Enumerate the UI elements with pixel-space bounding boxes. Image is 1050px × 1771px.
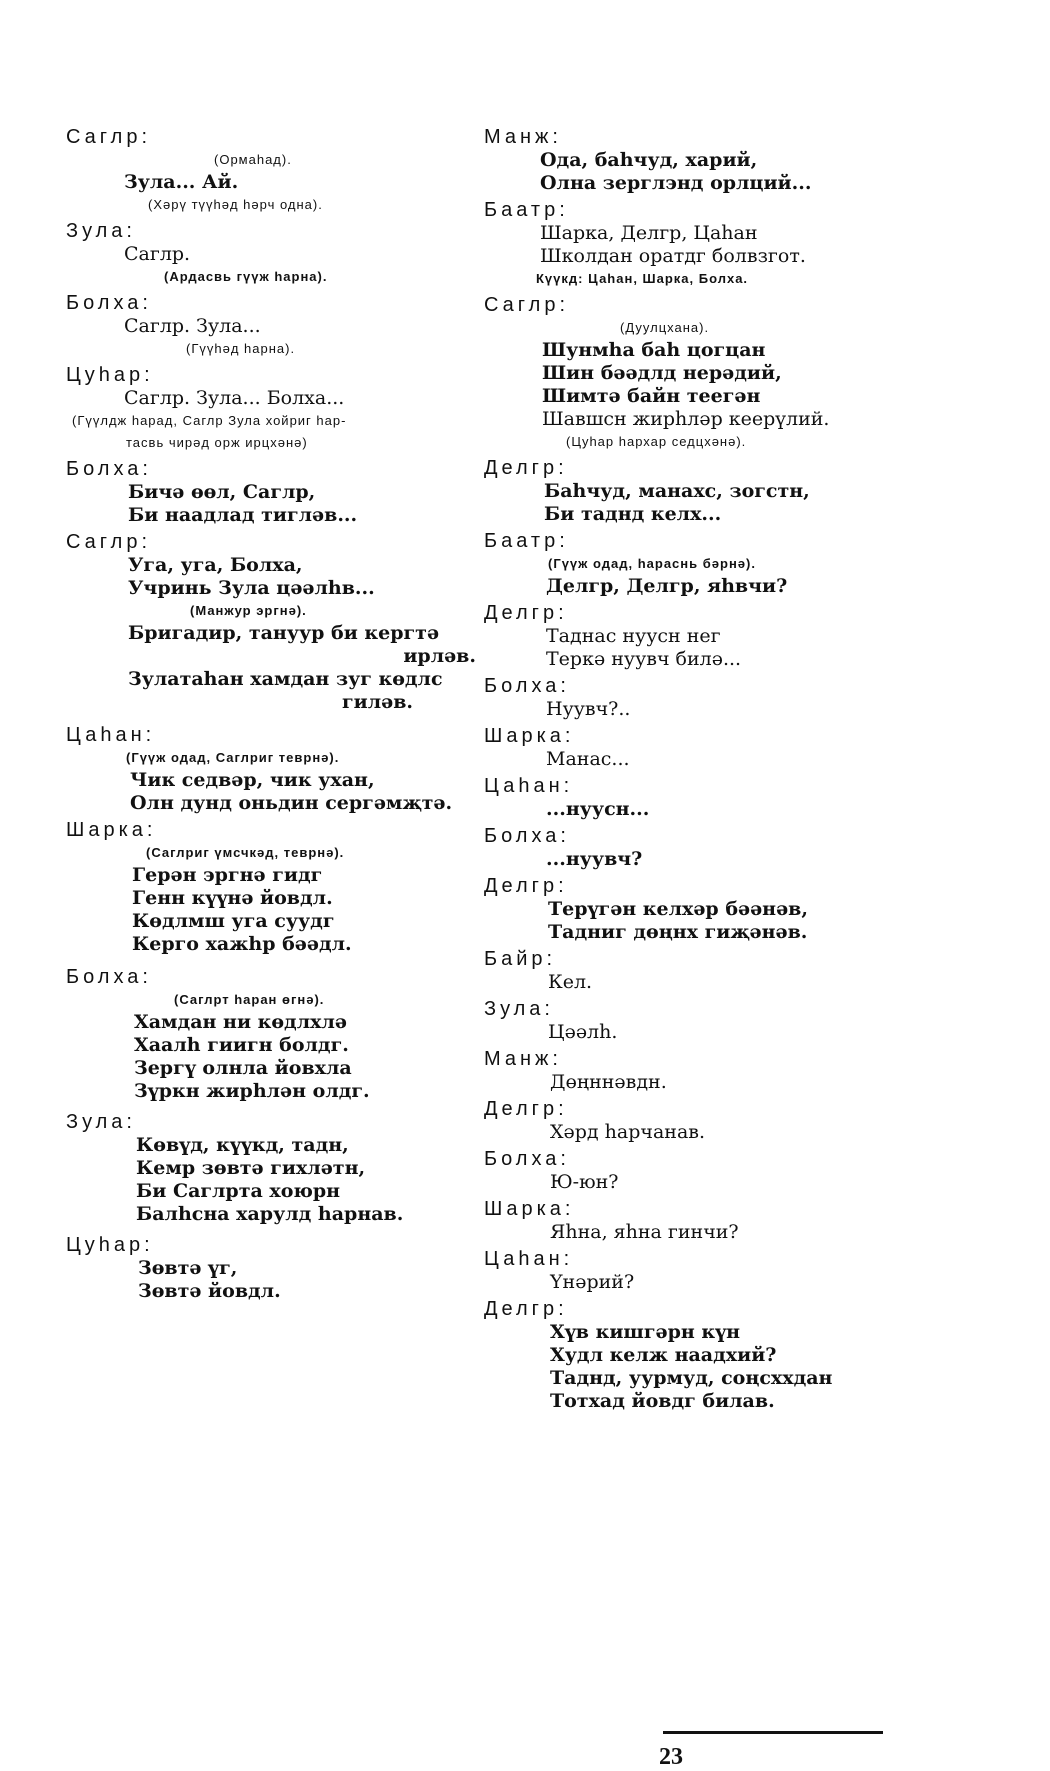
stage-direction: (Хәрү түүһәд һәрч одна).	[148, 197, 323, 212]
speaker-name: Делгр:	[484, 457, 568, 479]
speaker-name: Шарка:	[484, 725, 575, 747]
verse-line: Нуувч?..	[546, 698, 631, 720]
speaker-name: Болха:	[484, 1148, 570, 1170]
speaker-name: Манж:	[484, 1048, 562, 1070]
verse-line: Таднд, уурмуд, соңсххдан	[550, 1367, 833, 1389]
right-column	[484, 126, 904, 1413]
verse-line: Ю-юн?	[550, 1171, 619, 1193]
stage-direction: Күүкд: Цаһан, Шарка, Болха.	[536, 271, 749, 286]
speaker-name: Саглр:	[66, 531, 151, 553]
verse-line: Олна зерглэнд орлций...	[540, 172, 812, 194]
speaker-name: Делгр:	[484, 1298, 568, 1320]
speaker-name: Цуһар:	[66, 364, 154, 386]
verse-line: Хүв кишгәрн күн	[550, 1321, 741, 1343]
verse-line: Кемр зөвтә гихләтн,	[136, 1157, 366, 1179]
verse-line: Яһна, яһна гинчи?	[550, 1221, 739, 1243]
verse-line: Саглр.	[124, 243, 191, 265]
stage-direction: (Гүүж одад, Саглриг теврнә).	[126, 750, 340, 765]
stage-direction: тасвь чирәд орж ирцхәнә)	[126, 435, 308, 450]
stage-direction: (Гүүлдж һарад, Саглр Зула хойриг һар-	[72, 413, 347, 428]
left-column	[66, 126, 476, 1303]
verse-line: ...нуувч?	[546, 848, 643, 870]
stage-direction: (Дуулцхана).	[620, 320, 710, 335]
verse-line: Хамдан ни көдлхлә	[134, 1011, 347, 1033]
footer-rule	[663, 1731, 883, 1734]
speaker-name: Делгр:	[484, 1098, 568, 1120]
speaker-name: Баатр:	[484, 530, 569, 552]
speaker-name: Болха:	[484, 675, 570, 697]
verse-line: Тадниг дөңнх гиҗәнәв.	[548, 921, 808, 943]
stage-direction: (Саглриг үмсчкәд, теврнә).	[146, 845, 345, 860]
stage-direction: (Саглрт һаран өгнә).	[174, 992, 325, 1007]
verse-line: Балһсна харулд һарнав.	[136, 1203, 404, 1225]
speaker-name: Шарка:	[484, 1198, 575, 1220]
verse-line: Шунмһа баһ цогцан	[542, 339, 766, 361]
verse-line: Худл келж наадхий?	[550, 1344, 777, 1366]
speaker-name: Зула:	[66, 1111, 136, 1133]
verse-line: Би наадлад тигләв...	[128, 504, 358, 526]
speaker-name: Цаһан:	[484, 775, 574, 797]
speaker-name: Болха:	[66, 292, 152, 314]
verse-line: Уга, уга, Болха,	[128, 554, 303, 576]
verse-line: Зергү олнла йовхла	[134, 1057, 352, 1079]
verse-line: Шавшсн жирһләр кеерүлий.	[542, 408, 830, 430]
verse-line: Бригадир, тануур би кергтә	[128, 622, 440, 644]
verse-line: Учринь Зула цәәлһв...	[128, 577, 375, 599]
verse-line: Би Саглрта хоюрн	[136, 1180, 341, 1202]
speaker-name: Цуһар:	[66, 1234, 154, 1256]
speaker-name: Саглр:	[484, 294, 569, 316]
verse-line: Герән эргнә гидг	[132, 864, 323, 886]
verse-line: Тотхад йовдг билав.	[550, 1390, 775, 1412]
speaker-name: Зула:	[66, 220, 136, 242]
verse-line: Зөвтә йовдл.	[138, 1280, 281, 1302]
speaker-name: Делгр:	[484, 875, 568, 897]
verse-line: Саглр. Зула... Болха...	[124, 387, 345, 409]
verse-line: Би таднд келх...	[544, 503, 722, 525]
verse-line: Цәәлһ.	[548, 1021, 618, 1043]
verse-line: Генн күүнә йовдл.	[132, 887, 333, 909]
verse-line: Үнәрий?	[550, 1271, 635, 1293]
verse-line: Ода, баһчуд, харий,	[540, 149, 758, 171]
verse-line: Таднас нуусн нег	[546, 625, 721, 647]
verse-line: Школдан оратдг болвзгот.	[540, 245, 806, 267]
speaker-name: Байр:	[484, 948, 557, 970]
stage-direction: (Ардасвь гүүж һарна).	[164, 269, 328, 284]
verse-line: Шарка, Делгр, Цаһан	[540, 222, 758, 244]
verse-line: ирләв.	[403, 645, 476, 667]
speaker-name: Манж:	[484, 126, 562, 148]
verse-line: Терүгән келхәр бәәнәв,	[548, 898, 808, 920]
verse-line: Чик седвәр, чик ухан,	[130, 769, 375, 791]
verse-line: Зүркн жирһлән олдг.	[134, 1080, 370, 1102]
verse-line: Зөвтә үг,	[138, 1257, 238, 1279]
speaker-name: Болха:	[484, 825, 570, 847]
verse-line: Дөңннәвдн.	[550, 1071, 667, 1093]
speaker-name: Делгр:	[484, 602, 568, 624]
speaker-name: Зула:	[484, 998, 554, 1020]
verse-line: Керго хажһр бәәдл.	[132, 933, 352, 955]
verse-line: Шимтә байн теегән	[542, 385, 761, 407]
verse-line: Баһчуд, манахс, зогстн,	[544, 480, 810, 502]
verse-line: гиләв.	[342, 691, 414, 713]
speaker-name: Болха:	[66, 966, 152, 988]
stage-direction: (Ормаһад).	[214, 152, 292, 167]
speaker-name: Болха:	[66, 458, 152, 480]
speaker-name: Шарка:	[66, 819, 157, 841]
stage-direction: (Гүүж одад, һараснь бәрнә).	[548, 556, 756, 571]
verse-line: Делгр, Делгр, яһвчи?	[546, 575, 788, 597]
verse-line: Олн дунд оньдин сергәмҗтә.	[130, 792, 453, 814]
verse-line: ...нуусн...	[546, 798, 650, 820]
verse-line: Хәрд һарчанав.	[550, 1121, 706, 1143]
verse-line: Бичә өөл, Саглр,	[128, 481, 316, 503]
verse-line: Көвүд, күүкд, тадн,	[136, 1134, 349, 1156]
stage-direction: (Манжур эргнә).	[190, 603, 307, 618]
verse-line: Теркә нуувч билә...	[546, 648, 742, 670]
speaker-name: Цаһан:	[66, 724, 156, 746]
speaker-name: Баатр:	[484, 199, 569, 221]
verse-line: Саглр. Зула...	[124, 315, 261, 337]
verse-line: Көдлмш уга суудг	[132, 910, 335, 932]
speaker-name: Саглр:	[66, 126, 151, 148]
verse-line: Зула... Ай.	[124, 171, 239, 193]
verse-line: Кел.	[548, 971, 593, 993]
verse-line: Хаалһ гиигн болдг.	[134, 1034, 349, 1056]
speaker-name: Цаһан:	[484, 1248, 574, 1270]
page-number: 23	[659, 1744, 683, 1770]
verse-line: Зулатаһан хамдан зуг көдлс	[128, 668, 443, 690]
verse-line: Шин бәәдлд нерәдий,	[542, 362, 782, 384]
stage-direction: (Гүүһәд һарна).	[186, 341, 296, 356]
verse-line: Манас...	[546, 748, 630, 770]
stage-direction: (Цуһар һархар седцхәнә).	[566, 434, 747, 449]
